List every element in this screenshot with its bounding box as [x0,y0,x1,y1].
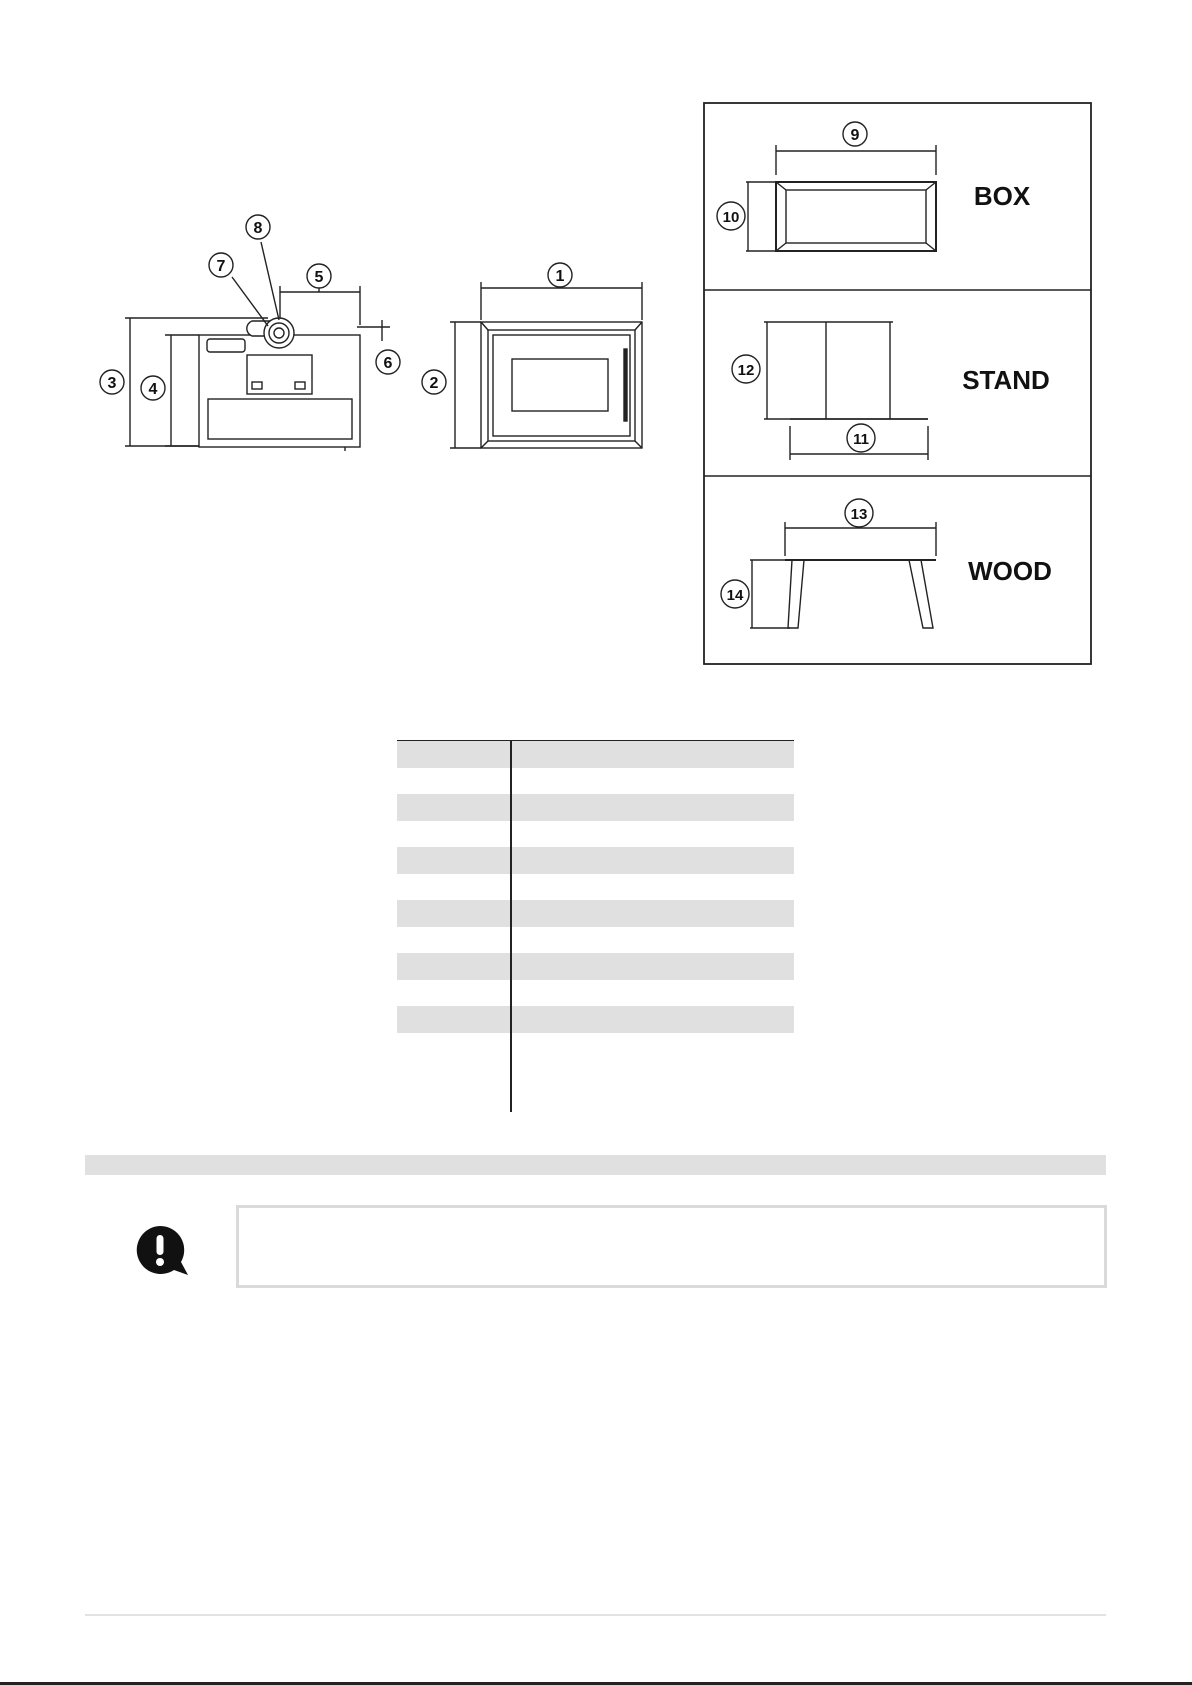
callout-2 [422,370,446,394]
callout-4 [141,376,165,400]
callout-7 [209,253,233,277]
row-value [511,847,794,874]
note-text [239,1208,1104,1236]
table-row [397,794,794,821]
table-row [397,821,794,848]
row-label [397,821,510,848]
svg-text:9: 9 [850,127,860,144]
row-label [397,874,510,901]
svg-text:1: 1 [555,268,565,285]
table-row [397,768,794,795]
row-value [511,768,794,795]
note-box [236,1205,1107,1288]
svg-text:14: 14 [726,587,744,604]
callout-6 [376,350,400,374]
table-row [397,900,794,927]
row-value [511,900,794,927]
svg-text:6: 6 [383,355,393,372]
svg-text:8: 8 [253,220,263,237]
callout-14 [721,580,749,608]
row-label [397,900,510,927]
callout-3 [100,370,124,394]
svg-text:13: 13 [850,506,868,523]
svg-text:2: 2 [429,375,439,392]
callout-12 [732,355,760,383]
box-label: BOX [973,181,1031,211]
wood-label: WOOD [968,556,1052,586]
stand-label: STAND [962,365,1050,395]
row-value [511,741,794,768]
callout-13 [845,499,873,527]
section-header-bar [85,1155,1106,1175]
svg-text:12: 12 [737,362,755,379]
row-label [397,953,510,980]
table-row [397,847,794,874]
row-value [511,821,794,848]
svg-text:10: 10 [722,209,740,226]
row-label [397,1006,510,1033]
svg-text:3: 3 [107,375,117,392]
row-label [397,1059,510,1086]
row-value [511,927,794,954]
row-value [511,874,794,901]
footer-rule [85,1614,1106,1616]
svg-text:11: 11 [853,431,869,448]
row-value [511,1006,794,1033]
dimension-drawing [0,0,1192,690]
svg-text:7: 7 [216,258,226,275]
table-row [397,1059,794,1086]
row-label [397,794,510,821]
row-label [397,927,510,954]
front-view [450,282,642,448]
table-row [397,927,794,954]
table-row [397,1033,794,1060]
table-row [397,741,794,768]
row-value [511,980,794,1007]
callout-10 [717,202,745,230]
row-label [397,847,510,874]
svg-text:5: 5 [314,269,324,286]
side-view [125,242,390,451]
table-row [397,874,794,901]
callout-9 [843,122,867,146]
row-label [397,768,510,795]
warning-bubble-icon [130,1221,190,1281]
callout-8 [246,215,270,239]
callout-5 [307,264,331,288]
table-column-divider [510,740,512,1112]
callout-11 [847,424,875,452]
row-value [511,953,794,980]
table-row [397,1006,794,1033]
row-value [511,1059,794,1086]
row-label [397,741,510,768]
row-label [397,1033,510,1060]
callout-1 [548,263,572,287]
svg-text:4: 4 [148,381,158,398]
spec-table [397,741,794,1086]
table-row [397,953,794,980]
row-label [397,980,510,1007]
row-value [511,794,794,821]
row-value [511,1033,794,1060]
table-row [397,980,794,1007]
